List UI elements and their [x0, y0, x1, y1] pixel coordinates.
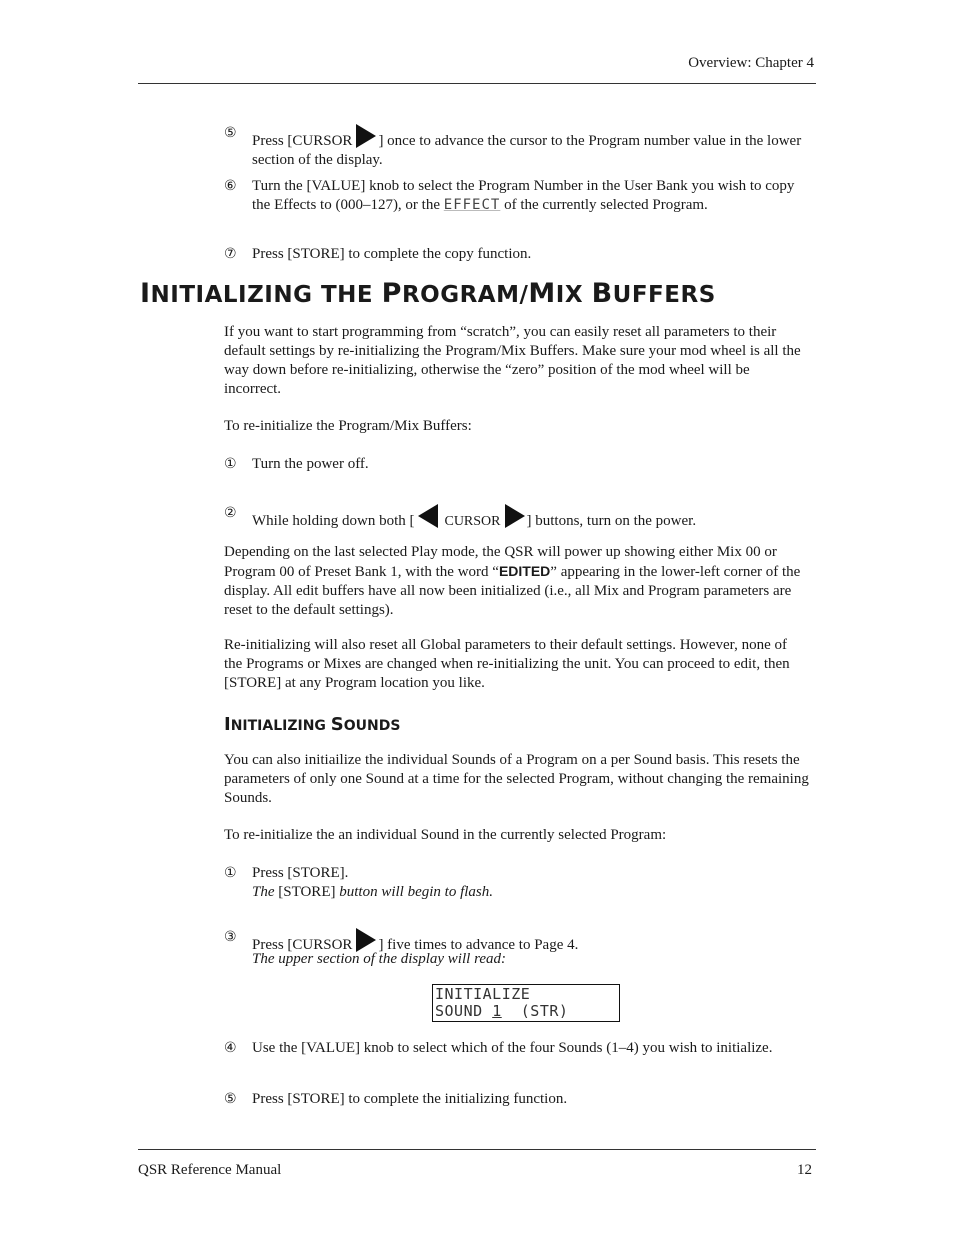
footer-rule [138, 1149, 816, 1150]
step-text-post: ] five times to advance to Page 4. [378, 937, 579, 953]
step-text-pre: Press [CURSOR [252, 937, 353, 953]
effect-lcd-word: EFFECT [443, 197, 501, 213]
edited-paragraph: Depending on the last selected Play mode, the QSR will power up showing either Mix 00 or Program 00 of Preset Bank 1, with the word “EDITED” appearing in the lower-left corner of the display. All edit buffers have all now been initialized (i.e., all Mix and Program parameters are reset to the default settings). [224, 544, 801, 618]
step-text-post: ] buttons, turn on the power. [526, 513, 697, 529]
subsection-intro: You can also initiailize the individual Sounds of a Program on a per Sound basis. This resets the parameters of only one Sound at a time for the selected Program, without changing the remaining Sounds. [224, 752, 809, 806]
step-number: ③ [224, 929, 237, 945]
step-4-select-sound [224, 1039, 809, 1058]
section-intro: If you want to start programming from “scratch”, you can easily reset all parameters to their default settings by re-initializing the Program/Mix Buffers. Make sure your mod wheel is all the way down before re-initializing, otherwise the “zero” position of the mod wheel will be incorrect. [224, 324, 801, 397]
cursor-label: CURSOR [444, 514, 501, 529]
cursor-right-icon [505, 504, 525, 528]
step-5-cursor [224, 124, 809, 170]
page-number: 12 [797, 1162, 812, 1178]
edited-word: EDITED [498, 563, 551, 579]
step-text: Turn the power off. [252, 456, 369, 472]
cursor-right-icon [356, 928, 376, 952]
section-lead: To re-initialize the Program/Mix Buffers: [224, 418, 472, 434]
manual-title: QSR Reference Manual [138, 1162, 282, 1178]
step-note: The upper section of the display will read: [252, 951, 506, 967]
subsection-heading: INITIALIZING SOUNDS [224, 714, 401, 735]
step-text-pre: While holding down both [ [252, 513, 415, 529]
step-note: The [STORE] button will begin to flash. [252, 884, 493, 900]
lcd-display [432, 984, 620, 1022]
running-header: Overview: Chapter 4 [688, 55, 814, 71]
section-heading: INITIALIZING THE PROGRAM/MIX BUFFERS [140, 278, 716, 309]
step-number: ⑦ [224, 246, 237, 262]
step-text-pre: Turn the [VALUE] knob to select the Program Number in the User Bank you wish to copy the Effects to (000–127), or the [252, 178, 795, 213]
lcd-line-2: SOUND 1 (STR) [435, 1002, 569, 1020]
step-5-complete-init [224, 1090, 809, 1109]
subsection-lead: To re-initialize the an individual Sound in the currently selected Program: [224, 827, 667, 843]
step-7-store [224, 245, 809, 264]
step-number: ② [224, 505, 237, 521]
step-6-value [224, 177, 809, 215]
step-text-post: ] once to advance the cursor to the Program number value in the lower section of the display. [252, 133, 802, 168]
lcd-line-1: INITIALIZE [435, 985, 531, 1003]
step-1-press-store [224, 864, 809, 902]
step-text: Use the [VALUE] knob to select which of the four Sounds (1–4) you wish to initialize. [252, 1040, 773, 1056]
step-text-pre: Press [CURSOR [252, 133, 353, 149]
step-number: ⑥ [224, 178, 237, 194]
step-1-power-off [224, 455, 809, 474]
step-number: ⑤ [224, 1091, 237, 1107]
cursor-right-icon [356, 124, 376, 148]
lcd-cursor-value: 1 [492, 1002, 502, 1020]
step-3-cursor-page4 [224, 928, 809, 969]
header-rule [138, 83, 816, 84]
step-text: Press [STORE] to complete the copy function. [252, 246, 532, 262]
step-text: Press [STORE] to complete the initializing function. [252, 1091, 568, 1107]
step-2-hold-cursors [224, 504, 809, 531]
step-text-post: of the currently selected Program. [504, 197, 708, 213]
step-number: ① [224, 865, 237, 881]
step-number: ⑤ [224, 125, 237, 141]
step-number: ④ [224, 1040, 237, 1056]
global-paragraph: Re-initializing will also reset all Global parameters to their default settings. However, none of the Programs or Mixes are changed when re-initializing the unit. You can proceed to edit, then [STORE] at any Program location you like. [224, 637, 790, 691]
step-text: Press [STORE]. [252, 865, 349, 881]
step-number: ① [224, 456, 237, 472]
cursor-left-icon [418, 504, 438, 528]
